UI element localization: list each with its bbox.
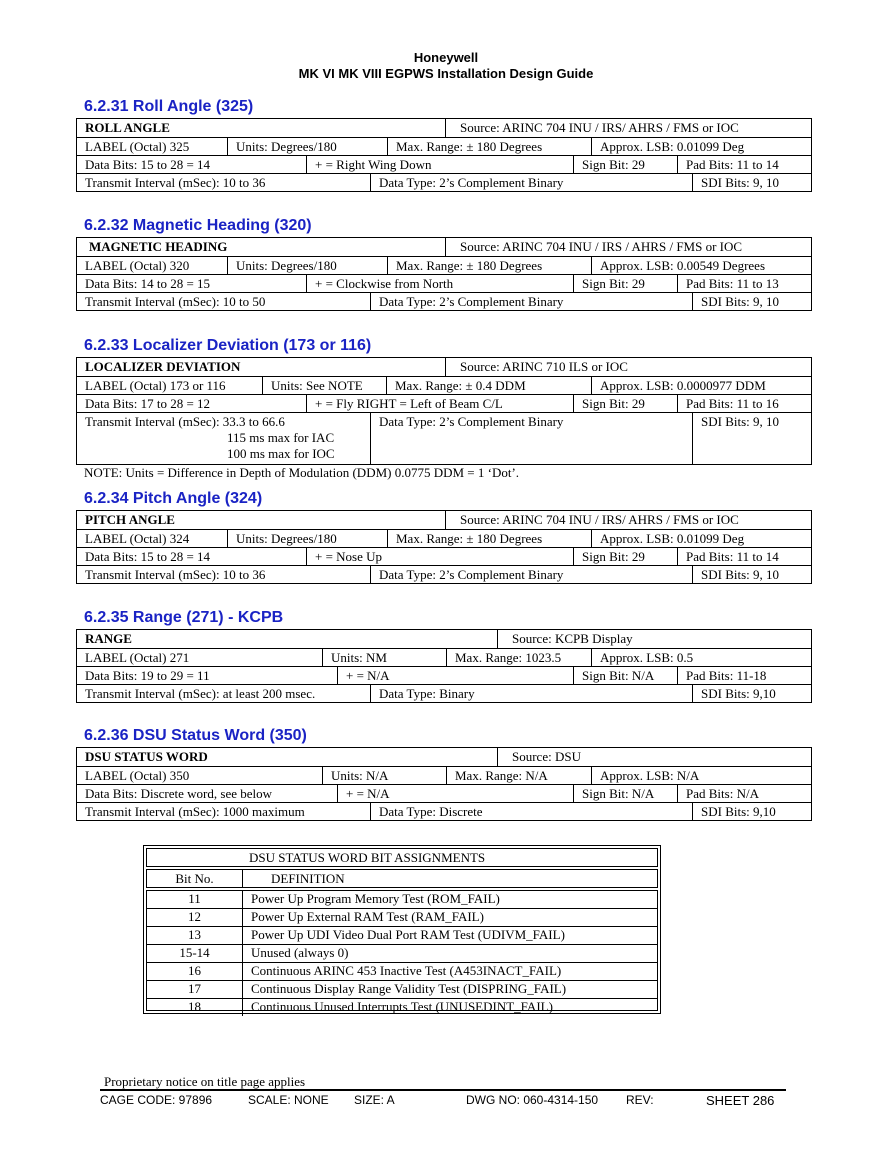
company-name: Honeywell bbox=[413, 50, 479, 65]
bit-number: 16 bbox=[188, 963, 201, 978]
param-units: Units: Degrees/180 bbox=[227, 257, 387, 274]
param-label: LABEL (Octal) 173 or 116 bbox=[85, 378, 226, 393]
param-lsb: Approx. LSB: 0.5 bbox=[591, 649, 811, 666]
pitch-angle-table bbox=[76, 510, 812, 584]
param-plus: + = Nose Up bbox=[306, 548, 573, 565]
param-transmit: Transmit Interval (mSec): 10 to 36 bbox=[85, 567, 266, 582]
param-source: Source: KCPB Display bbox=[497, 630, 811, 648]
table-row bbox=[147, 927, 657, 945]
bit-definition: Unused (always 0) bbox=[242, 945, 657, 962]
scale: SCALE: NONE bbox=[248, 1093, 329, 1107]
param-transmit: Transmit Interval (mSec): 33.3 to 66.6 bbox=[85, 414, 285, 429]
bit-table-header-row bbox=[146, 869, 658, 888]
document-title: MK VI MK VIII EGPWS Installation Design Guide bbox=[298, 66, 594, 81]
param-source: Source: ARINC 704 INU / IRS / AHRS / FMS or IOC bbox=[445, 238, 811, 256]
table-row bbox=[147, 999, 657, 1016]
cage-code: CAGE CODE: 97896 bbox=[100, 1093, 213, 1107]
param-sign-bit: Sign Bit: 29 bbox=[573, 275, 677, 292]
param-label: LABEL (Octal) 350 bbox=[85, 768, 190, 783]
param-sdi: SDI Bits: 9, 10 bbox=[692, 566, 811, 583]
bit-definition: Continuous ARINC 453 Inactive Test (A453INACT_FAIL) bbox=[242, 963, 657, 980]
param-data-bits: Data Bits: 15 to 28 = 14 bbox=[85, 549, 211, 564]
param-plus: + = Clockwise from North bbox=[306, 275, 573, 292]
param-source: Source: DSU bbox=[497, 748, 811, 766]
param-transmit-ioc: 100 ms max for IOC bbox=[227, 446, 335, 461]
param-source: Source: ARINC 710 ILS or IOC bbox=[445, 358, 811, 376]
param-data-bits: Data Bits: Discrete word, see below bbox=[85, 786, 273, 801]
section-title-range-kcpb: 6.2.35 Range (271) - KCPB bbox=[84, 609, 284, 626]
param-units: Units: Degrees/180 bbox=[227, 138, 387, 155]
param-plus: + = N/A bbox=[337, 785, 573, 802]
param-sdi: SDI Bits: 9,10 bbox=[692, 685, 811, 702]
param-name: ROLL ANGLE bbox=[85, 120, 170, 135]
param-units: Units: Degrees/180 bbox=[227, 530, 387, 547]
param-name: RANGE bbox=[85, 631, 132, 646]
bit-definition: Power Up Program Memory Test (ROM_FAIL) bbox=[242, 891, 657, 908]
bit-number: 12 bbox=[188, 909, 201, 924]
sheet-number: SHEET 286 bbox=[706, 1093, 775, 1108]
param-lsb: Approx. LSB: 0.0000977 DDM bbox=[591, 377, 811, 394]
param-units: Units: See NOTE bbox=[262, 377, 386, 394]
dsu-status-word-table bbox=[76, 747, 812, 821]
section-title-localizer-deviation: 6.2.33 Localizer Deviation (173 or 116) bbox=[84, 337, 372, 354]
magnetic-heading-table bbox=[76, 237, 812, 311]
param-max-range: Max. Range: 1023.5 bbox=[446, 649, 591, 666]
drawing-number: DWG NO: 060-4314-150 bbox=[466, 1093, 599, 1107]
param-transmit: Transmit Interval (mSec): 10 to 36 bbox=[85, 175, 266, 190]
param-max-range: Max. Range: ± 180 Degrees bbox=[387, 138, 591, 155]
param-pad-bits: Pad Bits: 11 to 13 bbox=[677, 275, 811, 292]
bit-table-title: DSU STATUS WORD BIT ASSIGNMENTS bbox=[249, 850, 486, 865]
param-name: MAGNETIC HEADING bbox=[89, 239, 228, 254]
param-pad-bits: Pad Bits: 11 to 14 bbox=[677, 156, 811, 173]
param-plus: + = Right Wing Down bbox=[306, 156, 573, 173]
bit-table-body bbox=[146, 890, 658, 1014]
param-data-type: Data Type: 2’s Complement Binary bbox=[370, 566, 692, 583]
table-row bbox=[147, 963, 657, 981]
param-data-bits: Data Bits: 17 to 28 = 12 bbox=[85, 396, 211, 411]
revision: REV: bbox=[626, 1093, 654, 1107]
definition-col-header: DEFINITION bbox=[242, 870, 657, 887]
bit-definition: Power Up UDI Video Dual Port RAM Test (UDIVM_FAIL) bbox=[242, 927, 657, 944]
param-sign-bit: Sign Bit: 29 bbox=[573, 548, 677, 565]
param-transmit-iac: 115 ms max for IAC bbox=[227, 430, 335, 445]
param-data-bits: Data Bits: 19 to 29 = 11 bbox=[85, 668, 210, 683]
dsu-bit-assignments-table bbox=[143, 845, 661, 1014]
bit-table-title-row bbox=[146, 848, 658, 867]
param-sign-bit: Sign Bit: 29 bbox=[573, 395, 677, 412]
bit-number: 13 bbox=[188, 927, 201, 942]
param-transmit: Transmit Interval (mSec): 10 to 50 bbox=[85, 294, 266, 309]
param-sign-bit: Sign Bit: 29 bbox=[573, 156, 677, 173]
bit-definition: Power Up External RAM Test (RAM_FAIL) bbox=[242, 909, 657, 926]
bit-number: 11 bbox=[188, 891, 201, 906]
param-max-range: Max. Range: ± 180 Degrees bbox=[387, 530, 591, 547]
section-title-magnetic-heading: 6.2.32 Magnetic Heading (320) bbox=[84, 217, 312, 234]
localizer-note: NOTE: Units = Difference in Depth of Modulation (DDM) 0.0775 DDM = 1 ‘Dot’. bbox=[84, 465, 520, 480]
range-table bbox=[76, 629, 812, 703]
param-data-bits: Data Bits: 15 to 28 = 14 bbox=[85, 157, 211, 172]
param-data-type: Data Type: 2’s Complement Binary bbox=[370, 413, 692, 464]
param-transmit-cell bbox=[77, 413, 370, 464]
param-pad-bits: Pad Bits: 11 to 16 bbox=[677, 395, 811, 412]
param-lsb: Approx. LSB: 0.00549 Degrees bbox=[591, 257, 811, 274]
param-max-range: Max. Range: N/A bbox=[446, 767, 591, 784]
param-pad-bits: Pad Bits: 11 to 14 bbox=[677, 548, 811, 565]
param-label: LABEL (Octal) 324 bbox=[85, 531, 190, 546]
param-sign-bit: Sign Bit: N/A bbox=[573, 667, 677, 684]
bit-definition: Continuous Unused Interrupts Test (UNUSEDINT_FAIL) bbox=[242, 999, 657, 1016]
param-data-type: Data Type: 2’s Complement Binary bbox=[370, 174, 692, 191]
bit-definition: Continuous Display Range Validity Test (DISPRING_FAIL) bbox=[242, 981, 657, 998]
param-label: LABEL (Octal) 320 bbox=[85, 258, 190, 273]
section-title-pitch-angle: 6.2.34 Pitch Angle (324) bbox=[84, 490, 263, 507]
param-max-range: Max. Range: ± 0.4 DDM bbox=[386, 377, 591, 394]
bit-number: 17 bbox=[188, 981, 201, 996]
param-data-type: Data Type: Discrete bbox=[370, 803, 692, 820]
table-row bbox=[147, 945, 657, 963]
table-row bbox=[147, 981, 657, 999]
section-title-roll-angle: 6.2.31 Roll Angle (325) bbox=[84, 98, 254, 115]
table-row bbox=[147, 909, 657, 927]
param-data-type: Data Type: 2’s Complement Binary bbox=[370, 293, 692, 310]
bit-number: 15-14 bbox=[179, 945, 210, 960]
param-data-bits: Data Bits: 14 to 28 = 15 bbox=[85, 276, 211, 291]
param-max-range: Max. Range: ± 180 Degrees bbox=[387, 257, 591, 274]
param-source: Source: ARINC 704 INU / IRS/ AHRS / FMS or IOC bbox=[445, 119, 811, 137]
param-sign-bit: Sign Bit: N/A bbox=[573, 785, 677, 802]
localizer-deviation-table bbox=[76, 357, 812, 465]
param-pad-bits: Pad Bits: 11-18 bbox=[677, 667, 811, 684]
param-label: LABEL (Octal) 325 bbox=[85, 139, 190, 154]
param-sdi: SDI Bits: 9, 10 bbox=[692, 174, 811, 191]
param-lsb: Approx. LSB: N/A bbox=[591, 767, 811, 784]
param-transmit: Transmit Interval (mSec): at least 200 msec. bbox=[85, 686, 316, 701]
param-label: LABEL (Octal) 271 bbox=[85, 650, 190, 665]
param-name: PITCH ANGLE bbox=[85, 512, 175, 527]
param-pad-bits: Pad Bits: N/A bbox=[677, 785, 811, 802]
param-lsb: Approx. LSB: 0.01099 Deg bbox=[591, 530, 811, 547]
param-source: Source: ARINC 704 INU / IRS/ AHRS / FMS or IOC bbox=[445, 511, 811, 529]
param-units: Units: NM bbox=[322, 649, 446, 666]
param-name: LOCALIZER DEVIATION bbox=[85, 359, 241, 374]
proprietary-notice: Proprietary notice on title page applies bbox=[104, 1074, 306, 1089]
roll-angle-table bbox=[76, 118, 812, 192]
param-data-type: Data Type: Binary bbox=[370, 685, 692, 702]
param-name: DSU STATUS WORD bbox=[85, 749, 208, 764]
param-units: Units: N/A bbox=[322, 767, 446, 784]
param-plus: + = Fly RIGHT = Left of Beam C/L bbox=[306, 395, 573, 412]
table-row bbox=[147, 891, 657, 909]
param-sdi: SDI Bits: 9, 10 bbox=[692, 293, 811, 310]
param-sdi: SDI Bits: 9,10 bbox=[692, 803, 811, 820]
section-title-dsu-status-word: 6.2.36 DSU Status Word (350) bbox=[84, 727, 307, 744]
bit-col-header: Bit No. bbox=[175, 871, 214, 886]
param-sdi: SDI Bits: 9, 10 bbox=[692, 413, 811, 464]
footer-divider bbox=[100, 1089, 786, 1091]
size: SIZE: A bbox=[354, 1093, 395, 1107]
param-lsb: Approx. LSB: 0.01099 Deg bbox=[591, 138, 811, 155]
bit-number: 18 bbox=[188, 999, 201, 1014]
param-plus: + = N/A bbox=[337, 667, 573, 684]
param-transmit: Transmit Interval (mSec): 1000 maximum bbox=[85, 804, 305, 819]
